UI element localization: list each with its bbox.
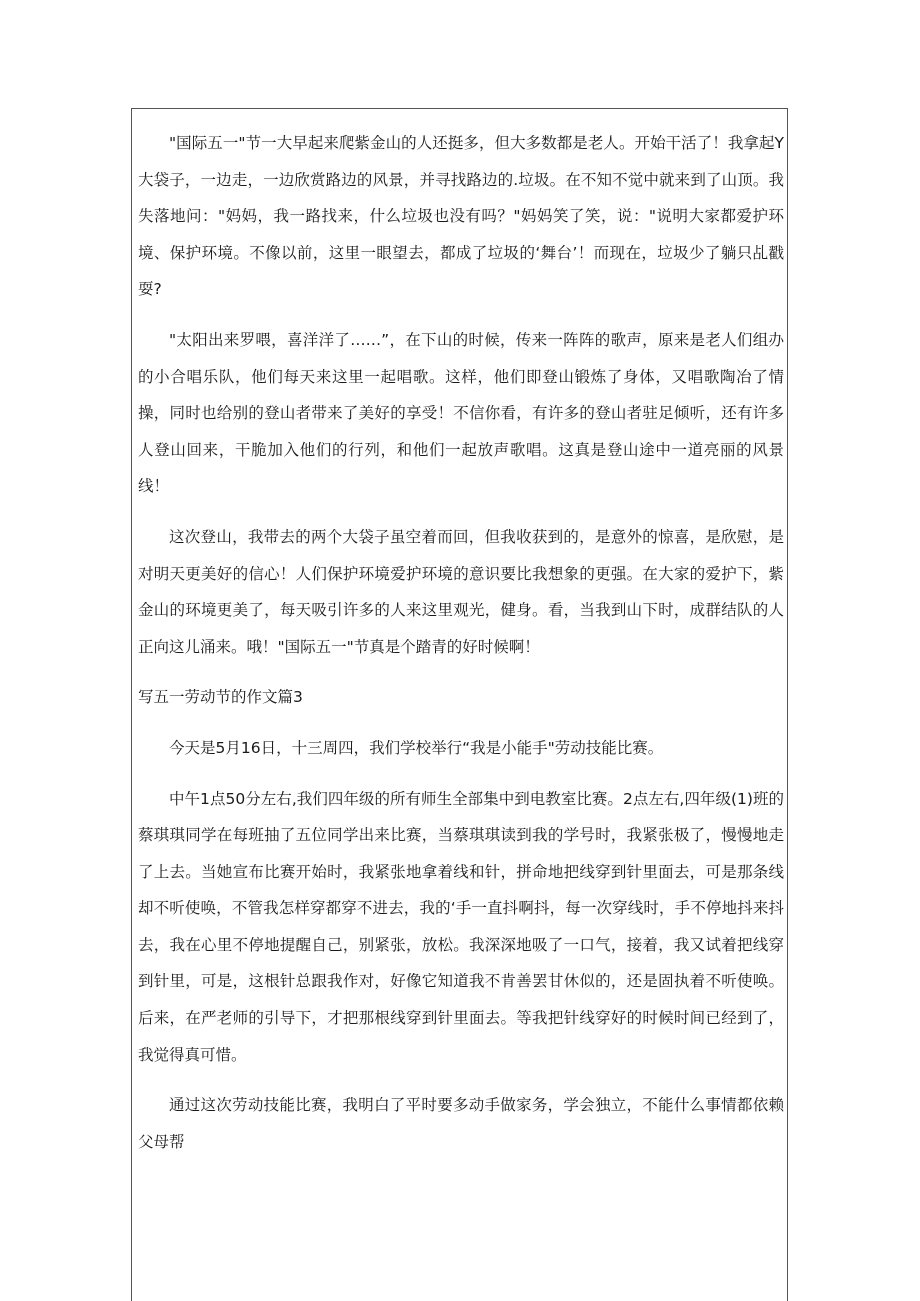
paragraph-climb-morning: "国际五一"节一大早起来爬紫金山的人还挺多，但大多数都是老人。开始干活了！我拿起Y大袋子，一边走，一边欣赏路边的风景，并寻找路边的.垃圾。在不知不觉中就来到了山顶。我失落地问："妈妈，我一路找来，什么垃圾也没有吗？"妈妈笑了笑，说："说明大家都爱护环境、保护环境。不像以前，这里一眼望去，都成了垃圾的‘舞台’！而现在，垃圾少了躺只乩戳耍?	[138, 134, 784, 299]
paragraph-competition-intro: 今天是5月16日，十三周四，我们学校举行“我是小能手"劳动技能比赛。	[169, 738, 664, 757]
paragraph-lesson-learned: 通过这次劳动技能比赛，我明白了平时要多动手做家务，学会独立，不能什么事情都依赖父母帮	[138, 1096, 784, 1151]
paragraph-singing-choir: "太阳出来罗喂，喜洋洋了……”，在下山的时候，传来一阵阵的歌声，原来是老人们组办的小合唱乐队，他们每天来这里一起唱歌。这样，他们即登山锻炼了身体，又唱歌陶冶了情操，同时也给别的登山者带来了美好的享受！不信你看，有许多的登山者驻足倾听，还有许多人登山回来，干脆加入他们的行列，和他们一起放声歌唱。这真是登山途中一道亮丽的风景线！	[138, 330, 784, 496]
section-heading: 写五一劳动节的作文篇3	[138, 688, 303, 707]
paragraph-threading-needle: 中午1点50分左右,我们四年级的所有师生全部集中到电教室比赛。2点左右,四年级(1)班的蔡琪琪同学在每班抽了五位同学出来比赛，当蔡琪琪读到我的学号时，我紧张极了，慢慢地走了上去。当她宣布比赛开始时，我紧张地拿着线和针，拼命地把线穿到针里面去，可是那条线却不听使唤，不管我怎样穿都穿不进去，我的‘手一直抖啊抖，每一次穿线时，手不停地抖来抖去，我在心里不停地提醒自己，别紧张，放松。我深深地吸了一口气，接着，我又试着把线穿到针里，可是，这根针总跟我作对，好像它知道我不肯善罢甘休似的，还是固执着不听使唤。后来，在严老师的引导下，才把那根线穿到针里面去。等我把针线穿好的时候时间已经到了，我觉得真可惜。	[138, 789, 784, 1064]
document-body	[138, 125, 784, 1160]
paragraph-harvest-reflection: 这次登山，我带去的两个大袋子虽空着而回，但我收获到的，是意外的惊喜，是欣慰，是对明天更美好的信心！人们保护环境爱护环境的意识要比我想象的更强。在大家的爱护下，紫金山的环境更美了，每天吸引许多的人来这里观光，健身。看，当我到山下时，成群结队的人正向这儿涌来。哦！"国际五一"节真是个踏青的好时候啊！	[138, 527, 784, 656]
